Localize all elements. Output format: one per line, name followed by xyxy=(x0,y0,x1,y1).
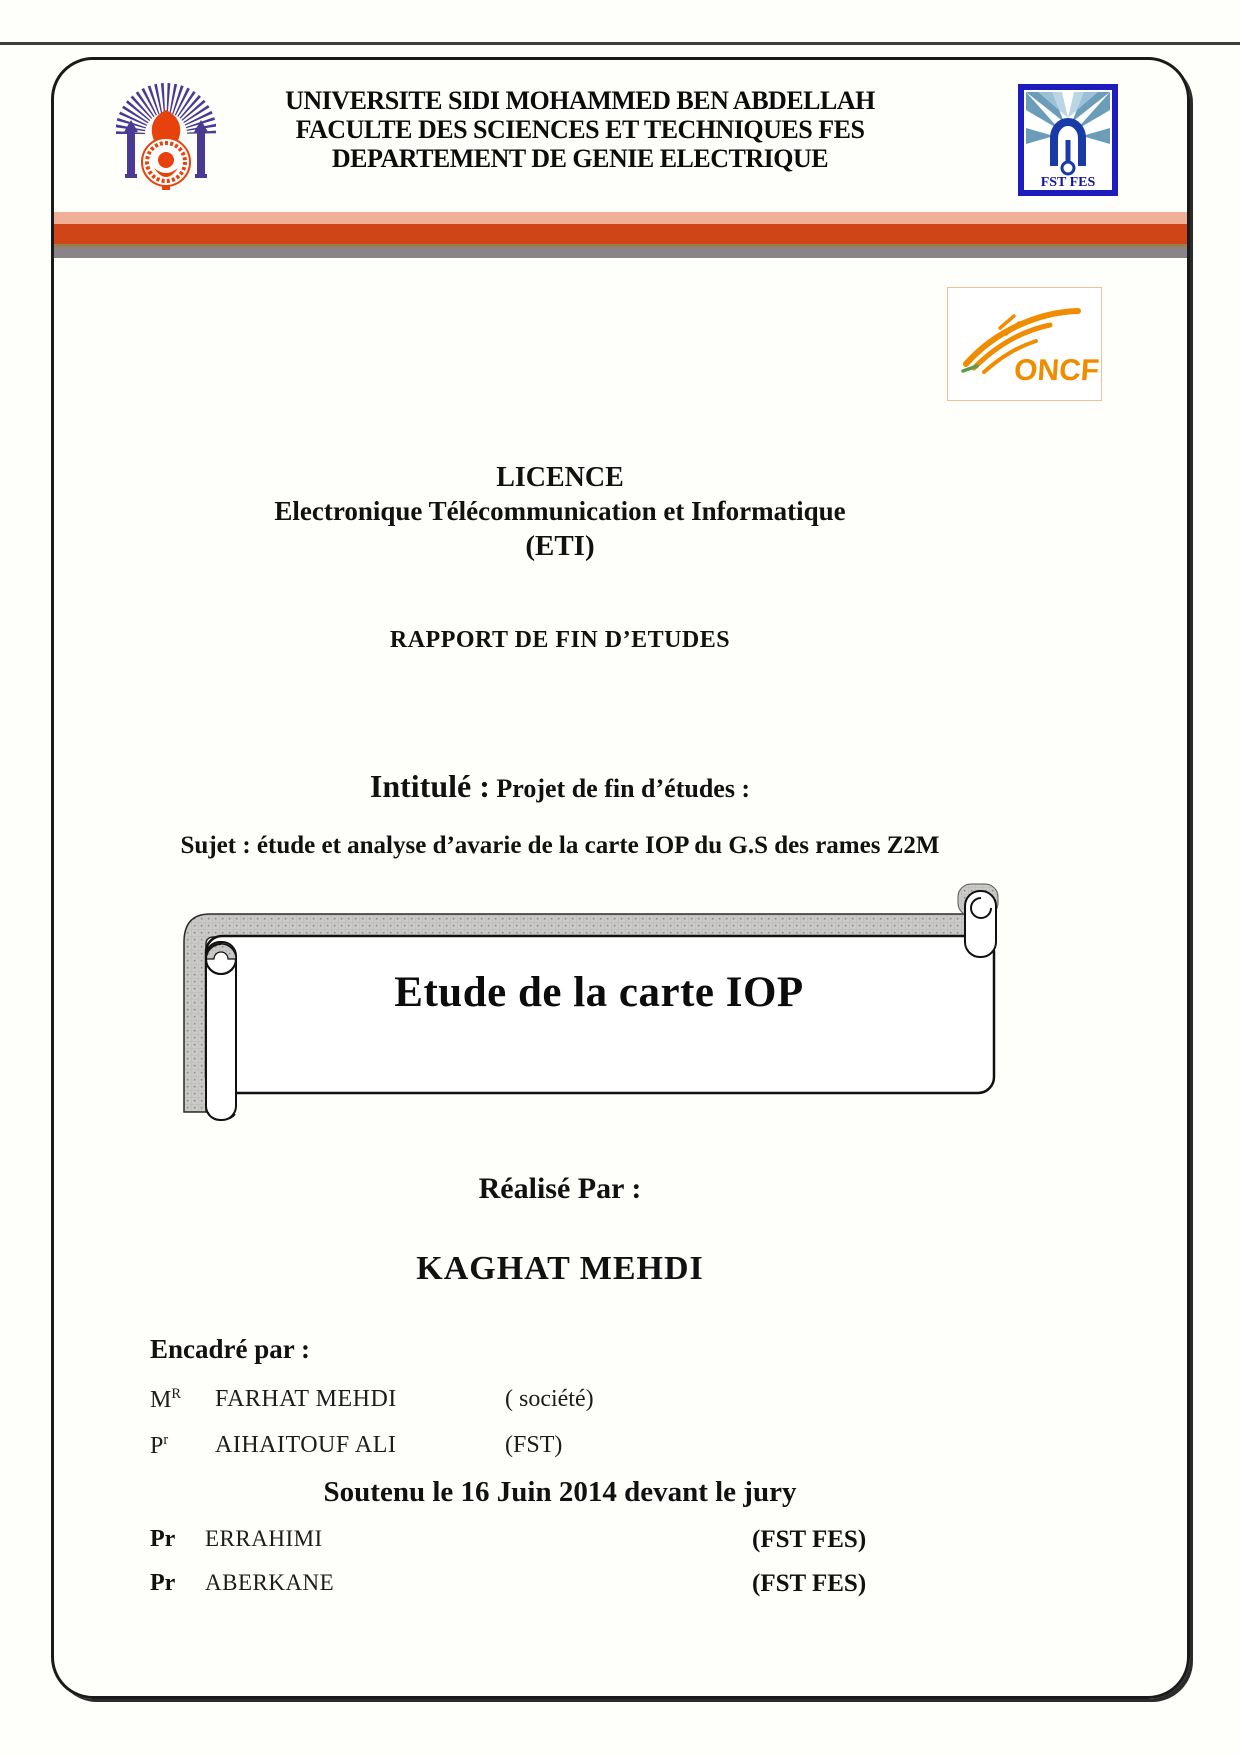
divider-band-salmon xyxy=(54,212,1187,224)
fst-caption-text: FST FES xyxy=(1040,175,1096,190)
realise-label: Réalisé Par : xyxy=(478,1172,642,1205)
jury-name: ERRAHIMI xyxy=(205,1526,323,1551)
supervisor-title: $M^R$ xyxy=(150,1386,181,1413)
header-line-1: UNIVERSITE SIDI MOHAMMED BEN ABDELLAH xyxy=(285,86,875,115)
fst-emblem-icon xyxy=(1018,84,1118,196)
author-name: KAGHAT MEHDI xyxy=(416,1250,704,1287)
intitule-value: Projet de fin d’études : xyxy=(489,774,751,803)
jury-name: ABERKANE xyxy=(205,1570,335,1595)
jury-title: Pr xyxy=(150,1570,176,1596)
degree-speciality: Electronique Télécommunication et Informatique xyxy=(274,496,846,526)
intitule-label: Intitulé : xyxy=(369,768,490,804)
header-text xyxy=(235,86,925,173)
supervisor-name: AIHAITOUF ALI xyxy=(215,1432,397,1458)
supervisor-title: $P^r$ xyxy=(150,1432,169,1459)
fst-logo xyxy=(1018,84,1118,196)
report-type: RAPPORT DE FIN D’ETUDES xyxy=(389,627,731,653)
divider-band-gray xyxy=(54,247,1187,258)
sujet-line: Sujet : étude et analyse d’avarie de la carte IOP du G.S des rames Z2M xyxy=(180,832,940,859)
jury-org: (FST FES) xyxy=(752,1526,867,1553)
supervisor-name: FARHAT MEHDI xyxy=(215,1386,397,1412)
university-logo xyxy=(116,76,216,198)
supervisor-org: (FST) xyxy=(505,1432,563,1458)
intitule-line xyxy=(60,768,1060,805)
degree-acronym: (ETI) xyxy=(525,530,595,562)
scan-edge-line xyxy=(0,42,1240,45)
jury-title: Pr xyxy=(150,1526,176,1552)
degree-title: LICENCE xyxy=(496,462,624,493)
oncf-swoosh-icon xyxy=(948,288,1101,400)
banner-title: Etude de la carte IOP xyxy=(394,969,804,1016)
jury-org: (FST FES) xyxy=(752,1570,867,1597)
oncf-logo-box xyxy=(947,287,1102,401)
encadre-label: Encadré par : xyxy=(150,1334,310,1364)
soutenance-line: Soutenu le 16 Juin 2014 devant le jury xyxy=(323,1476,797,1508)
header-line-2: FACULTE DES SCIENCES ET TECHNIQUES FES xyxy=(295,115,865,144)
header-line-3: DEPARTEMENT DE GENIE ELECTRIQUE xyxy=(331,144,829,173)
oncf-label-text: ONCF xyxy=(1013,354,1101,387)
supervisor-org: ( société) xyxy=(505,1386,594,1412)
divider-band-orange xyxy=(54,224,1187,244)
university-emblem-icon xyxy=(116,76,216,198)
